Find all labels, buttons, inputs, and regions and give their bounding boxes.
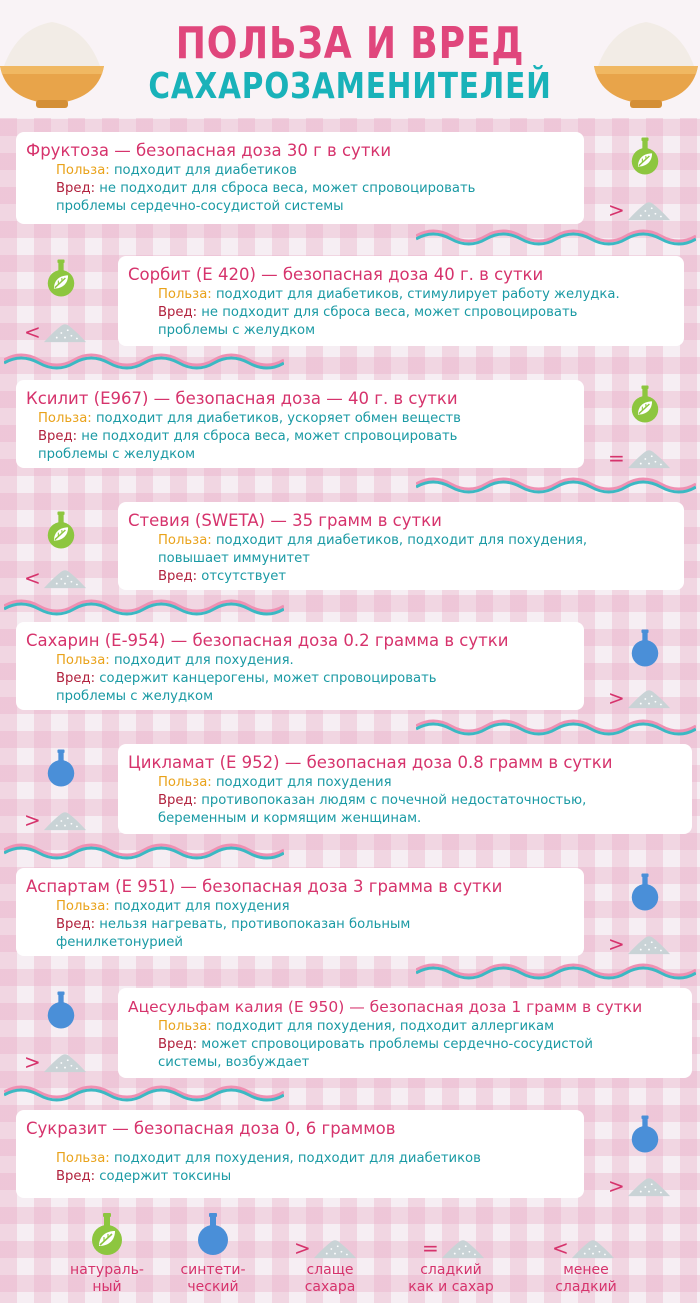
card-title: Аспартам (Е 951) — безопасная доза 3 грамма в сутки — [26, 877, 503, 896]
sweeter-indicator: > — [608, 1174, 672, 1200]
sweeter-indicator: > — [24, 1050, 88, 1076]
wave-divider-icon — [416, 960, 696, 980]
legend-synthetic-icon — [196, 1212, 230, 1256]
synthetic-flask-icon — [630, 628, 660, 668]
legend-sweeter-label: слаще сахара — [304, 1262, 356, 1295]
sweetener-card-sucrasite: Сукразит — безопасная доза 0, 6 граммов Польза: подходит для похудения, подходит для диабетиков Вред: содержит токсины — [16, 1110, 584, 1198]
wave-divider-icon — [4, 1082, 284, 1102]
sweetener-card-fructose: Фруктоза — безопасная доза 30 г в сутки Польза: подходит для диабетиков Вред: не подходит для сброса веса, может спровоцировать проблемы сердечно-сосудистой системы — [16, 132, 584, 224]
sweetener-card-saccharin: Сахарин (Е-954) — безопасная доза 0.2 грамма в сутки Польза: подходит для похудения. Вред: содержит канцерогены, может спровоцировать проблемы с желудком — [16, 622, 584, 710]
natural-flask-icon — [630, 384, 660, 424]
legend-natural-icon — [90, 1212, 124, 1256]
synthetic-flask-icon — [630, 1114, 660, 1154]
card-title: Ацесульфам калия (Е 950) — безопасная доза 1 грамм в сутки — [128, 998, 643, 1016]
sugar-pile-icon — [626, 934, 672, 956]
less-sweet-indicator: < — [24, 566, 88, 592]
natural-flask-icon — [630, 136, 660, 176]
sugar-pile-icon — [42, 810, 88, 832]
page-title: ПОЛЬЗА И ВРЕД — [175, 18, 525, 69]
card-title: Стевия (SWETA) — 35 грамм в сутки — [128, 511, 442, 530]
card-title: Фруктоза — безопасная доза 30 г в сутки — [26, 141, 392, 160]
sweeter-indicator: > — [24, 808, 88, 834]
legend-equal-icon: = — [422, 1236, 486, 1262]
sweeter-indicator: > — [608, 198, 672, 224]
legend-sweeter-icon: > — [294, 1236, 358, 1262]
sweeter-indicator: > — [608, 686, 672, 712]
sweetener-card-acesulfame: Ацесульфам калия (Е 950) — безопасная доза 1 грамм в сутки Польза: подходит для похудения, подходит аллергикам Вред: может спровоцировать проблемы сердечно-сосудистой системы, возбуждает — [118, 988, 692, 1078]
legend-equal-label: сладкий как и сахар — [408, 1262, 494, 1295]
wave-divider-icon — [4, 840, 284, 860]
card-title: Сукразит — безопасная доза 0, 6 граммов — [26, 1119, 396, 1138]
equal-sweet-indicator: = — [608, 446, 672, 472]
legend-less-icon: < — [552, 1236, 616, 1262]
less-sweet-indicator: < — [24, 320, 88, 346]
card-title: Цикламат (Е 952) — безопасная доза 0.8 грамм в сутки — [128, 753, 613, 772]
sugar-pile-icon — [42, 568, 88, 590]
sugar-pile-icon — [626, 1176, 672, 1198]
sweeter-indicator: > — [608, 932, 672, 958]
sugar-pile-icon — [626, 688, 672, 710]
wave-divider-icon — [416, 716, 696, 736]
wave-divider-icon — [4, 350, 284, 370]
sugar-pile-icon — [626, 448, 672, 470]
wave-divider-icon — [4, 596, 284, 616]
sweetener-card-stevia: Стевия (SWETA) — 35 грамм в сутки Польза: подходит для диабетиков, подходит для похудения, повышает иммунитет Вред: отсутствует — [118, 502, 684, 590]
sugar-pile-icon — [42, 322, 88, 344]
card-title: Сахарин (Е-954) — безопасная доза 0.2 грамма в сутки — [26, 631, 509, 650]
sugar-pile-icon — [42, 1052, 88, 1074]
legend-natural-label: натураль- ный — [70, 1262, 144, 1295]
wave-divider-icon — [416, 226, 696, 246]
sweetener-card-xylitol: Ксилит (Е967) — безопасная доза — 40 г. в сутки Польза: подходит для диабетиков, ускоряет обмен веществ Вред: не подходит для сброса веса, может спровоцировать проблемы с желудком — [16, 380, 584, 468]
sugar-pile-icon — [626, 200, 672, 222]
natural-flask-icon — [46, 258, 76, 298]
wave-divider-icon — [416, 474, 696, 494]
sweetener-card-sorbitol: Сорбит (Е 420) — безопасная доза 40 г. в сутки Польза: подходит для диабетиков, стимулирует работу желудка. Вред: не подходит для сброса веса, может спровоцировать проблемы с желудком — [118, 256, 684, 346]
sweetener-card-cyclamate: Цикламат (Е 952) — безопасная доза 0.8 грамм в сутки Польза: подходит для похудения Вред: противопоказан людям с почечной недостаточностью, беременным и кормящим женщинам. — [118, 744, 692, 834]
card-title: Ксилит (Е967) — безопасная доза — 40 г. в сутки — [26, 389, 458, 408]
legend-synthetic-label: синтети- ческий — [180, 1262, 246, 1295]
synthetic-flask-icon — [46, 990, 76, 1030]
synthetic-flask-icon — [630, 872, 660, 912]
synthetic-flask-icon — [46, 748, 76, 788]
natural-flask-icon — [46, 510, 76, 550]
card-title: Сорбит (Е 420) — безопасная доза 40 г. в сутки — [128, 265, 544, 284]
page-subtitle: САХАРОЗАМЕНИТЕЛЕЙ — [148, 66, 552, 107]
sweetener-card-aspartame: Аспартам (Е 951) — безопасная доза 3 грамма в сутки Польза: подходит для похудения Вред: нельзя нагревать, противопоказан больным фенилкетонурией — [16, 868, 584, 956]
legend-less-label: менее сладкий — [555, 1262, 617, 1295]
